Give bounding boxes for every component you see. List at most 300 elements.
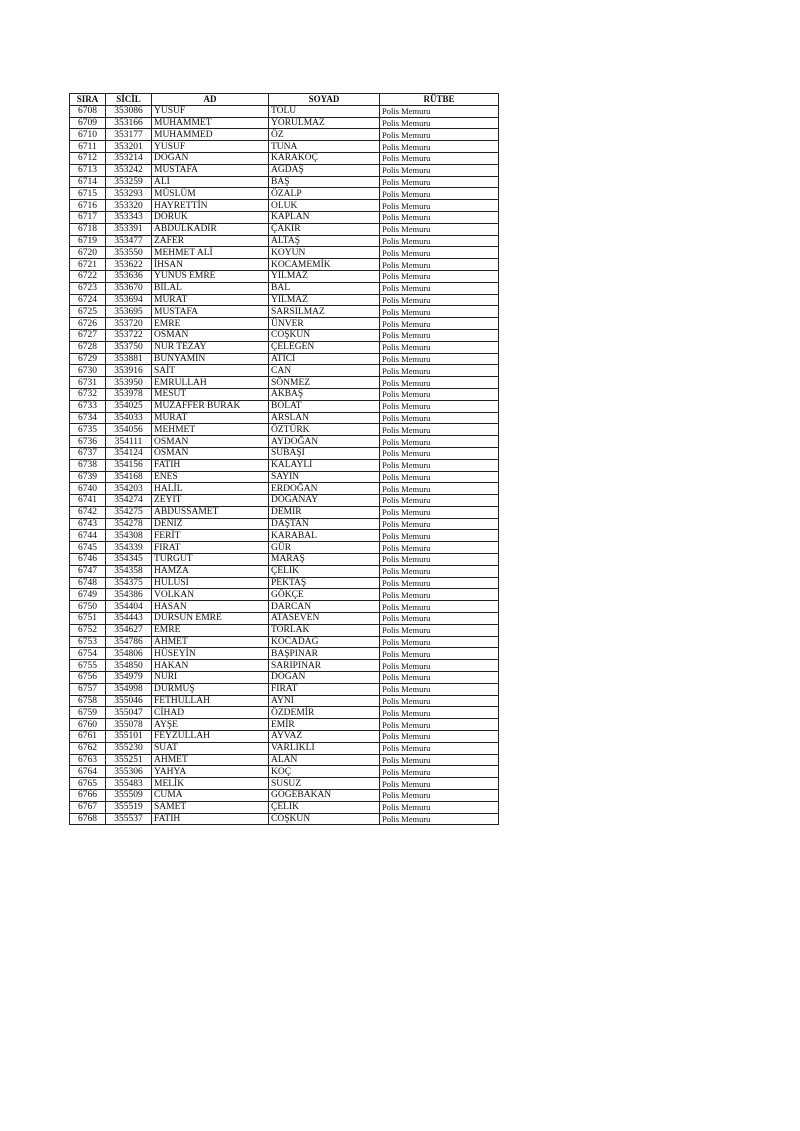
row-rutbe: Polis Memuru [380,318,499,330]
row-soyad: FIRAT [269,683,380,695]
row-sira: 6718 [70,223,106,235]
row-rutbe: Polis Memuru [380,152,499,164]
row-soyad: SUBAŞI [269,447,380,459]
row-rutbe: Polis Memuru [380,624,499,636]
row-soyad: ATASEVEN [269,613,380,625]
row-sicil: 353950 [106,377,152,389]
row-soyad: ARSLAN [269,412,380,424]
row-sira: 6731 [70,377,106,389]
row-rutbe: Polis Memuru [380,554,499,566]
row-sicil: 354111 [106,436,152,448]
personnel-table [69,93,499,825]
row-sira: 6750 [70,601,106,613]
row-ad: ZAFER [152,235,269,247]
row-rutbe: Polis Memuru [380,754,499,766]
table-row [70,152,499,164]
table-row [70,542,499,554]
row-soyad: BAL [269,282,380,294]
row-ad: SAMET [152,801,269,813]
row-soyad: KOCAMEMİK [269,259,380,271]
row-soyad: ÇAKIR [269,223,380,235]
row-rutbe: Polis Memuru [380,141,499,153]
row-rutbe: Polis Memuru [380,589,499,601]
row-ad: HAYRETTİN [152,200,269,212]
row-soyad: MARAŞ [269,554,380,566]
row-soyad: CAN [269,365,380,377]
row-sicil: 353550 [106,247,152,259]
table-row [70,683,499,695]
table-row [70,188,499,200]
row-ad: MUSTAFA [152,164,269,176]
table-row [70,200,499,212]
row-ad: DOĞAN [152,152,269,164]
row-sicil: 355047 [106,707,152,719]
row-ad: NURİ [152,672,269,684]
table-row [70,341,499,353]
row-ad: ENES [152,471,269,483]
row-soyad: ATICI [269,353,380,365]
row-sicil: 354627 [106,624,152,636]
row-ad: ALİ [152,176,269,188]
table-row [70,648,499,660]
row-sicil: 355101 [106,731,152,743]
table-row [70,483,499,495]
row-ad: MUHAMMED [152,129,269,141]
row-rutbe: Polis Memuru [380,577,499,589]
row-rutbe: Polis Memuru [380,412,499,424]
row-soyad: BAŞ [269,176,380,188]
row-rutbe: Polis Memuru [380,518,499,530]
row-soyad: SÖNMEZ [269,377,380,389]
row-ad: FEYZULLAH [152,731,269,743]
row-rutbe: Polis Memuru [380,695,499,707]
table-row [70,377,499,389]
row-ad: FERİT [152,530,269,542]
row-sicil: 353916 [106,365,152,377]
row-soyad: DAŞTAN [269,518,380,530]
row-sicil: 354979 [106,672,152,684]
row-sicil: 354124 [106,447,152,459]
table-row [70,766,499,778]
row-soyad: KOYUN [269,247,380,259]
row-sira: 6760 [70,719,106,731]
row-ad: BİLAL [152,282,269,294]
row-sira: 6726 [70,318,106,330]
row-ad: MURAT [152,412,269,424]
table-row [70,554,499,566]
row-sira: 6741 [70,495,106,507]
row-rutbe: Polis Memuru [380,400,499,412]
row-ad: YUNUS EMRE [152,270,269,282]
row-rutbe: Polis Memuru [380,365,499,377]
row-sira: 6721 [70,259,106,271]
row-sira: 6763 [70,754,106,766]
row-rutbe: Polis Memuru [380,672,499,684]
row-ad: FATİH [152,813,269,825]
row-rutbe: Polis Memuru [380,436,499,448]
row-ad: EMRE [152,318,269,330]
row-soyad: ÖZDEMİR [269,707,380,719]
row-ad: YUSUF [152,105,269,117]
row-soyad: COŞKUN [269,329,380,341]
row-rutbe: Polis Memuru [380,294,499,306]
row-sicil: 353477 [106,235,152,247]
row-soyad: KALAYLI [269,459,380,471]
row-soyad: SARIPINAR [269,660,380,672]
row-ad: MEHMET ALİ [152,247,269,259]
row-rutbe: Polis Memuru [380,542,499,554]
row-soyad: COŞKUN [269,813,380,825]
row-ad: İHSAN [152,259,269,271]
row-soyad: TORLAK [269,624,380,636]
row-soyad: OLUK [269,200,380,212]
row-rutbe: Polis Memuru [380,211,499,223]
row-rutbe: Polis Memuru [380,164,499,176]
row-sicil: 354025 [106,400,152,412]
row-sicil: 353694 [106,294,152,306]
row-sira: 6710 [70,129,106,141]
row-soyad: EMİR [269,719,380,731]
table-row [70,270,499,282]
row-sicil: 353978 [106,388,152,400]
table-row [70,164,499,176]
row-soyad: YORULMAZ [269,117,380,129]
row-soyad: ÇELİK [269,565,380,577]
row-sicil: 354850 [106,660,152,672]
row-sicil: 354275 [106,506,152,518]
row-ad: OSMAN [152,447,269,459]
row-soyad: BOLAT [269,400,380,412]
table-row [70,801,499,813]
row-rutbe: Polis Memuru [380,506,499,518]
row-sicil: 353242 [106,164,152,176]
row-soyad: AĞDAŞ [269,164,380,176]
row-rutbe: Polis Memuru [380,483,499,495]
row-sira: 6723 [70,282,106,294]
row-sira: 6712 [70,152,106,164]
table-row [70,400,499,412]
row-sicil: 354404 [106,601,152,613]
table-row [70,695,499,707]
row-ad: HAKAN [152,660,269,672]
table-header [70,94,499,106]
row-sira: 6729 [70,353,106,365]
row-ad: VOLKAN [152,589,269,601]
row-sira: 6742 [70,506,106,518]
row-ad: EMRE [152,624,269,636]
row-sicil: 353670 [106,282,152,294]
row-rutbe: Polis Memuru [380,247,499,259]
row-sicil: 353391 [106,223,152,235]
row-soyad: AYVAZ [269,731,380,743]
row-soyad: DOĞANAY [269,495,380,507]
table-row [70,565,499,577]
row-rutbe: Polis Memuru [380,176,499,188]
row-sicil: 355230 [106,742,152,754]
row-ad: HAMZA [152,565,269,577]
row-sicil: 354308 [106,530,152,542]
row-sira: 6734 [70,412,106,424]
row-sira: 6744 [70,530,106,542]
row-rutbe: Polis Memuru [380,306,499,318]
row-soyad: PEKTAŞ [269,577,380,589]
row-rutbe: Polis Memuru [380,329,499,341]
table-row [70,754,499,766]
row-sicil: 354339 [106,542,152,554]
row-sira: 6733 [70,400,106,412]
row-ad: ABDULKADİR [152,223,269,235]
row-rutbe: Polis Memuru [380,117,499,129]
row-sira: 6754 [70,648,106,660]
row-ad: NUR TEZAY [152,341,269,353]
row-sicil: 354203 [106,483,152,495]
row-soyad: ÇELİK [269,801,380,813]
row-sicil: 354156 [106,459,152,471]
row-sicil: 353750 [106,341,152,353]
row-rutbe: Polis Memuru [380,683,499,695]
row-soyad: ÖZ [269,129,380,141]
row-sira: 6719 [70,235,106,247]
table-row [70,306,499,318]
row-sira: 6749 [70,589,106,601]
table-row [70,518,499,530]
row-sira: 6739 [70,471,106,483]
row-sicil: 355306 [106,766,152,778]
row-sicil: 354998 [106,683,152,695]
row-sicil: 353293 [106,188,152,200]
row-sicil: 353722 [106,329,152,341]
row-ad: EMRULLAH [152,377,269,389]
row-sira: 6767 [70,801,106,813]
table-row [70,577,499,589]
table-row [70,589,499,601]
row-rutbe: Polis Memuru [380,447,499,459]
header-sira: SIRA [70,94,106,106]
row-ad: OSMAN [152,436,269,448]
row-rutbe: Polis Memuru [380,223,499,235]
row-sira: 6766 [70,790,106,802]
row-sicil: 355251 [106,754,152,766]
row-sira: 6740 [70,483,106,495]
row-ad: DENİZ [152,518,269,530]
row-sicil: 353636 [106,270,152,282]
table-row [70,790,499,802]
table-row [70,636,499,648]
row-sicil: 353695 [106,306,152,318]
row-rutbe: Polis Memuru [380,282,499,294]
row-sira: 6738 [70,459,106,471]
row-rutbe: Polis Memuru [380,613,499,625]
row-sira: 6735 [70,424,106,436]
table-row [70,117,499,129]
table-row [70,294,499,306]
row-soyad: SARSILMAZ [269,306,380,318]
row-sicil: 354033 [106,412,152,424]
row-soyad: AYDOĞAN [269,436,380,448]
row-sicil: 355046 [106,695,152,707]
row-sicil: 354786 [106,636,152,648]
row-ad: DURMUŞ [152,683,269,695]
table-row [70,388,499,400]
row-soyad: ÖZALP [269,188,380,200]
row-soyad: SAYIN [269,471,380,483]
table-row [70,141,499,153]
row-sira: 6765 [70,778,106,790]
row-sira: 6709 [70,117,106,129]
row-rutbe: Polis Memuru [380,259,499,271]
row-ad: MUHAMMET [152,117,269,129]
table-row [70,530,499,542]
row-sicil: 355537 [106,813,152,825]
row-sicil: 355519 [106,801,152,813]
row-rutbe: Polis Memuru [380,801,499,813]
table-row [70,813,499,825]
row-soyad: KARAKOÇ [269,152,380,164]
row-sira: 6720 [70,247,106,259]
row-rutbe: Polis Memuru [380,601,499,613]
row-sicil: 353214 [106,152,152,164]
table-row [70,353,499,365]
row-rutbe: Polis Memuru [380,188,499,200]
row-sicil: 353881 [106,353,152,365]
row-sicil: 354168 [106,471,152,483]
row-sira: 6708 [70,105,106,117]
row-sira: 6743 [70,518,106,530]
row-sicil: 354386 [106,589,152,601]
row-ad: DURSUN EMRE [152,613,269,625]
header-row [70,94,499,106]
row-soyad: BAŞPINAR [269,648,380,660]
row-sira: 6761 [70,731,106,743]
row-ad: ZEYİT [152,495,269,507]
row-soyad: GÖKÇE [269,589,380,601]
row-sicil: 354375 [106,577,152,589]
row-rutbe: Polis Memuru [380,129,499,141]
row-sira: 6722 [70,270,106,282]
row-ad: YAHYA [152,766,269,778]
table-row [70,495,499,507]
row-sicil: 354358 [106,565,152,577]
row-rutbe: Polis Memuru [380,719,499,731]
row-sicil: 353166 [106,117,152,129]
row-soyad: GÜR [269,542,380,554]
row-sicil: 354345 [106,554,152,566]
row-soyad: KARABAL [269,530,380,542]
row-sira: 6759 [70,707,106,719]
row-rutbe: Polis Memuru [380,790,499,802]
row-ad: FATİH [152,459,269,471]
row-soyad: DARCAN [269,601,380,613]
row-sira: 6764 [70,766,106,778]
row-soyad: ERDOĞAN [269,483,380,495]
row-rutbe: Polis Memuru [380,742,499,754]
table-row [70,672,499,684]
row-rutbe: Polis Memuru [380,778,499,790]
row-soyad: TUNA [269,141,380,153]
row-sira: 6745 [70,542,106,554]
row-soyad: VARLIKLI [269,742,380,754]
row-rutbe: Polis Memuru [380,766,499,778]
row-soyad: GÖGEBAKAN [269,790,380,802]
row-sira: 6716 [70,200,106,212]
table-row [70,660,499,672]
row-rutbe: Polis Memuru [380,459,499,471]
row-soyad: DOĞAN [269,672,380,684]
row-sira: 6737 [70,447,106,459]
row-sira: 6752 [70,624,106,636]
row-sira: 6746 [70,554,106,566]
table-row [70,211,499,223]
table-row [70,506,499,518]
row-rutbe: Polis Memuru [380,471,499,483]
row-sira: 6730 [70,365,106,377]
row-rutbe: Polis Memuru [380,636,499,648]
table-row [70,778,499,790]
table-row [70,176,499,188]
row-sicil: 354274 [106,495,152,507]
row-ad: SUAT [152,742,269,754]
table-row [70,436,499,448]
row-sicil: 353177 [106,129,152,141]
header-ad: AD [152,94,269,106]
row-soyad: YILMAZ [269,270,380,282]
row-ad: TURGUT [152,554,269,566]
table-row [70,707,499,719]
row-ad: FIRAT [152,542,269,554]
row-soyad: DEMİR [269,506,380,518]
row-ad: DORUK [152,211,269,223]
table-row [70,613,499,625]
row-sicil: 354806 [106,648,152,660]
header-soyad: SOYAD [269,94,380,106]
row-sira: 6728 [70,341,106,353]
row-rutbe: Polis Memuru [380,235,499,247]
row-rutbe: Polis Memuru [380,200,499,212]
table-row [70,282,499,294]
row-rutbe: Polis Memuru [380,270,499,282]
row-rutbe: Polis Memuru [380,660,499,672]
row-soyad: ALTAŞ [269,235,380,247]
table-row [70,471,499,483]
row-soyad: KOCADAĞ [269,636,380,648]
table-row [70,459,499,471]
table-row [70,105,499,117]
table-row [70,447,499,459]
row-sicil: 353259 [106,176,152,188]
row-rutbe: Polis Memuru [380,377,499,389]
table-row [70,259,499,271]
row-soyad: KAPLAN [269,211,380,223]
table-row [70,719,499,731]
header-sicil: SİCİL [106,94,152,106]
row-soyad: ÇELEGEN [269,341,380,353]
row-sira: 6768 [70,813,106,825]
row-sicil: 353720 [106,318,152,330]
table-row [70,129,499,141]
row-sira: 6758 [70,695,106,707]
table-row [70,412,499,424]
row-sira: 6755 [70,660,106,672]
row-rutbe: Polis Memuru [380,353,499,365]
row-sira: 6711 [70,141,106,153]
row-sira: 6756 [70,672,106,684]
row-sicil: 353201 [106,141,152,153]
row-ad: AYŞE [152,719,269,731]
row-sira: 6727 [70,329,106,341]
row-rutbe: Polis Memuru [380,105,499,117]
row-ad: SAİT [152,365,269,377]
row-ad: CİHAD [152,707,269,719]
